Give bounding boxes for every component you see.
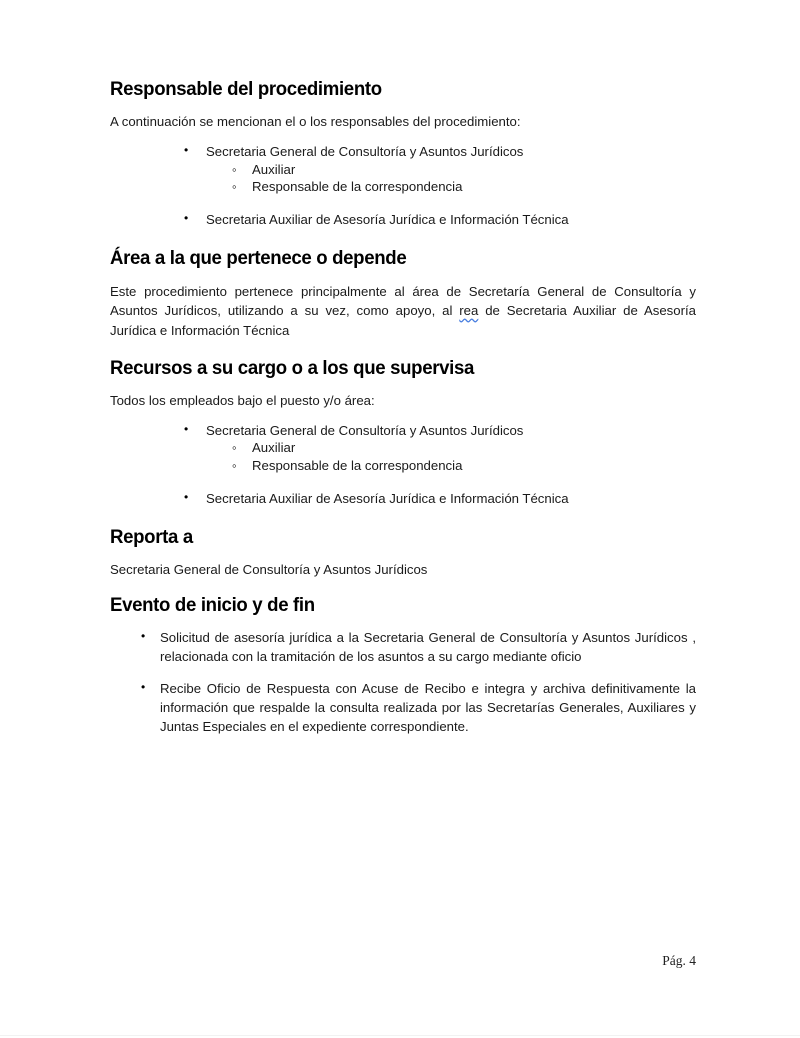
list-item — [110, 679, 696, 736]
list-item — [110, 211, 696, 229]
heading-evento-de-inicio-y-de-fin: Evento de inicio y de fin — [110, 594, 315, 617]
spacer — [110, 196, 696, 211]
list-item — [110, 628, 696, 666]
spacer — [110, 617, 696, 628]
paragraph-reporta-a-value: Secretaria General de Consultoría y Asuntos Jurídicos — [110, 562, 428, 578]
sublist-responsable-0 — [206, 161, 696, 196]
spacer — [110, 340, 696, 357]
spacer — [110, 667, 696, 679]
list-item-label: • Solicitud de asesoría jurídica a la Secretaria General de Consultoría y Asuntos Jurídicos , relacionada con la tramitación de los asuntos a su cargo mediante oficio — [160, 630, 696, 664]
paragraph-area — [110, 282, 696, 339]
heading-recursos-a-su-cargo: Recursos a su cargo o a los que supervisa — [110, 356, 475, 379]
paragraph-responsable-intro: A continuación se mencionan el o los responsables del procedimiento: — [110, 114, 521, 129]
list-item-label: • Secretaria Auxiliar de Asesoría Jurídica e Información Técnica — [206, 212, 569, 227]
list-item — [206, 439, 696, 457]
list-item — [206, 178, 696, 196]
list-item-label: ◦ Auxiliar — [252, 162, 295, 177]
heading-area-a-la-que-pertenece-o-depende: Área a la que pertenece o depende — [110, 247, 407, 270]
list-item-label: • Secretaria General de Consultoría y Asuntos Jurídicos — [206, 144, 523, 159]
spacer — [110, 409, 696, 422]
document-content — [110, 78, 696, 736]
spacer — [110, 549, 696, 561]
spacer — [110, 101, 696, 113]
page-bottom-divider — [0, 1035, 800, 1036]
list-item-label: • Recibe Oficio de Respuesta con Acuse de Recibo e integra y archiva definitivamente la información que respalde la consulta realizada por las Secretarías Generales, Auxiliares y Juntas Especiales en el expediente correspondiente. — [160, 681, 696, 734]
spacer — [110, 475, 696, 490]
list-item — [110, 143, 696, 196]
list-item-label: • Secretaria General de Consultoría y Asuntos Jurídicos — [206, 423, 523, 438]
paragraph-area-part1: Este procedimiento pertenece principalmente al área de Secretaría General de Consultoría y Asuntos Jurídicos, utilizando a su vez, como apoyo, al — [110, 284, 696, 319]
list-item — [110, 422, 696, 475]
spacer — [110, 578, 696, 594]
list-item — [206, 457, 696, 475]
spellcheck-misspelled-word: rea — [459, 303, 479, 319]
spacer — [110, 380, 696, 392]
spacer — [110, 270, 696, 282]
spacer — [110, 507, 696, 526]
page-number-footer: Pág. 4 — [662, 953, 696, 968]
list-item-label: ◦ Responsable de la correspondencia — [252, 179, 462, 194]
sublist-recursos-0 — [206, 439, 696, 474]
list-recursos — [110, 422, 696, 507]
heading-responsable-del-procedimiento: Responsable del procedimiento — [110, 78, 382, 100]
spacer — [110, 130, 696, 143]
list-item-label: ◦ Responsable de la correspondencia — [252, 458, 462, 473]
spacer — [110, 228, 696, 247]
paragraph-recursos-intro: Todos los empleados bajo el puesto y/o área: — [110, 392, 375, 408]
heading-reporta-a: Reporta a — [110, 526, 193, 549]
list-evento — [110, 628, 696, 736]
list-responsable — [110, 143, 696, 228]
paragraph-area-part2: de Secretaria Auxiliar de Asesoría Jurídica e Información Técnica — [110, 303, 696, 338]
list-item — [110, 490, 696, 508]
list-item — [206, 161, 696, 179]
list-item-label: • Secretaria Auxiliar de Asesoría Jurídica e Información Técnica — [206, 491, 569, 506]
list-item-label: ◦ Auxiliar — [252, 440, 295, 455]
